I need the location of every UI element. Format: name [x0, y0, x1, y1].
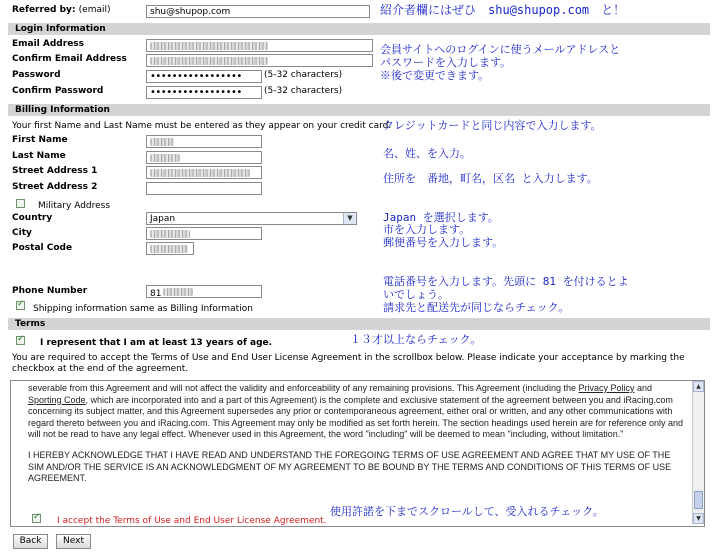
street1-input[interactable] [146, 166, 262, 179]
password-hint: (5-32 characters) [264, 70, 343, 80]
referral-label [12, 5, 111, 15]
referral-label-text: Referred by: [12, 5, 76, 15]
city-label: City [12, 228, 32, 238]
login-section-header: Login Information [8, 23, 710, 35]
terms-text [28, 383, 684, 494]
accept-terms-label: I accept the Terms of Use and End User License Agreement. [57, 516, 327, 526]
billing-intro-annotation: クレジットカードと同じ内容で入力します。 [383, 119, 602, 132]
first-name-input[interactable] [146, 135, 262, 148]
email-label: Email Address [12, 39, 85, 49]
city-input[interactable] [146, 227, 262, 240]
terms-para1-a: severable from this Agreement and will not affect the validity and enforceability of any remaining provisions. This Agreement (including the [28, 383, 579, 393]
password-label: Password [12, 70, 61, 80]
shipping-annotation: 請求先と配送先が同じならチェック。 [383, 301, 570, 314]
street2-input[interactable] [146, 182, 262, 195]
confirm-password-mask: ••••••••••••••••• [150, 87, 242, 98]
chevron-down-icon[interactable]: ▼ [343, 213, 356, 224]
back-button[interactable]: Back [13, 534, 48, 549]
military-checkbox[interactable] [16, 199, 25, 208]
phone-input[interactable] [146, 285, 262, 298]
country-selected-value: Japan [150, 214, 176, 224]
shipping-same-checkbox[interactable] [16, 301, 25, 310]
last-name-label: Last Name [12, 151, 66, 161]
phone-annotation-1: 電話番号を入力します。先頭に 81 を付けるとよ [383, 275, 629, 288]
privacy-policy-link[interactable]: Privacy Policy [578, 383, 635, 393]
confirm-email-label: Confirm Email Address [12, 54, 127, 64]
confirm-email-input[interactable] [146, 54, 373, 67]
terms-para1-c: , which are incorporated into and a part of this Agreement) is the complete and exclusive statement of the agreement between you and iRacing.com concerning its subject matter, and this Agreement supersedes any prior or contemporaneous agreement, either oral or written, and any other communications with regard thereto between you and iRacing.com. This Agreement may only be modified as set forth herein. The section headings used herein are for reference only and will not be read to have any legal effect. Whenever used in this Agreement, the word "including" will be deemed to mean "including, without limitation." [28, 394, 684, 440]
referral-email-input[interactable] [146, 5, 370, 18]
scroll-thumb[interactable] [694, 491, 703, 509]
postal-annotation: 郵便番号を入力します。 [383, 236, 504, 249]
city-annotation: 市を入力します。 [383, 223, 471, 236]
confirm-password-hint: (5-32 characters) [264, 86, 343, 96]
accept-terms-checkbox[interactable] [32, 514, 41, 523]
postal-label: Postal Code [12, 243, 73, 253]
phone-annotation-2: いでしょう。 [383, 288, 449, 301]
sporting-code-link[interactable]: Sporting Code [28, 394, 86, 405]
age-label: I represent that I am at least 13 years of age. [40, 338, 273, 348]
terms-scrollbar[interactable] [692, 381, 704, 524]
billing-section-header: Billing Information [8, 104, 710, 116]
accept-annotation: 使用許諾を下までスクロールして、受入れるチェック。 [330, 505, 604, 518]
phone-value: 81 [150, 289, 162, 298]
referral-email-value: shu@shupop.com [150, 7, 231, 17]
street1-label: Street Address 1 [12, 166, 98, 176]
country-select[interactable] [146, 212, 357, 225]
login-annotation-3: ※後で変更できます。 [380, 69, 490, 82]
name-annotation: 名、姓、を入力。 [383, 147, 471, 160]
military-label: Military Address [38, 201, 111, 211]
country-label: Country [12, 213, 53, 223]
postal-input[interactable] [146, 242, 194, 255]
password-mask: ••••••••••••••••• [150, 71, 242, 82]
referral-annotation: 紹介者欄にはぜひ shu@shupop.com と！ [380, 3, 626, 17]
terms-para1-b: and [634, 383, 653, 393]
country-annotation: Japan を選択します。 [383, 211, 499, 224]
billing-intro: Your first Name and Last Name must be entered as they appear on your credit card. [12, 121, 392, 131]
password-input[interactable] [146, 70, 262, 83]
age-checkbox[interactable] [16, 336, 25, 345]
last-name-input[interactable] [146, 151, 262, 164]
referral-label-suffix: (email) [78, 5, 111, 15]
address-annotation: 住所を 番地，町名，区名 と入力します。 [383, 172, 598, 185]
age-annotation: １３才以上ならチェック。 [350, 333, 482, 346]
terms-section-header: Terms [8, 318, 710, 330]
street2-label: Street Address 2 [12, 182, 98, 192]
confirm-password-label: Confirm Password [12, 86, 104, 96]
scroll-up-arrow-icon[interactable]: ▲ [693, 381, 704, 392]
terms-instructions: You are required to accept the Terms of Use and End User License Agreement in the scrollbox below. Please indicate your acceptance by marking the checkbox at the end of the agreement. [12, 353, 685, 374]
first-name-label: First Name [12, 135, 68, 145]
next-button[interactable]: Next [56, 534, 91, 549]
terms-paragraph-2: I HEREBY ACKNOWLEDGE THAT I HAVE READ AND UNDERSTAND THE FOREGOING TERMS OF USE AGREEMENT AND AGREE THAT MY USE OF THE SIM AND/OR THE SERVICE IS AN ACKNOWLEDGMENT OF MY AGREEMENT TO BE BOUND BY THE TERMS AND CONDITIONS OF THIS TERMS OF USE AGREEMENT. [28, 449, 672, 484]
phone-label: Phone Number [12, 286, 88, 296]
login-annotation-1: 会員サイトへのログインに使うメールアドレスと [380, 43, 621, 56]
terms-paragraph-1 [28, 383, 684, 441]
scroll-down-arrow-icon[interactable]: ▼ [693, 513, 704, 524]
confirm-password-input[interactable] [146, 86, 262, 99]
shipping-same-label: Shipping information same as Billing Information [33, 304, 253, 314]
login-annotation-2: パスワードを入力します。 [380, 56, 512, 69]
email-input[interactable] [146, 39, 373, 52]
